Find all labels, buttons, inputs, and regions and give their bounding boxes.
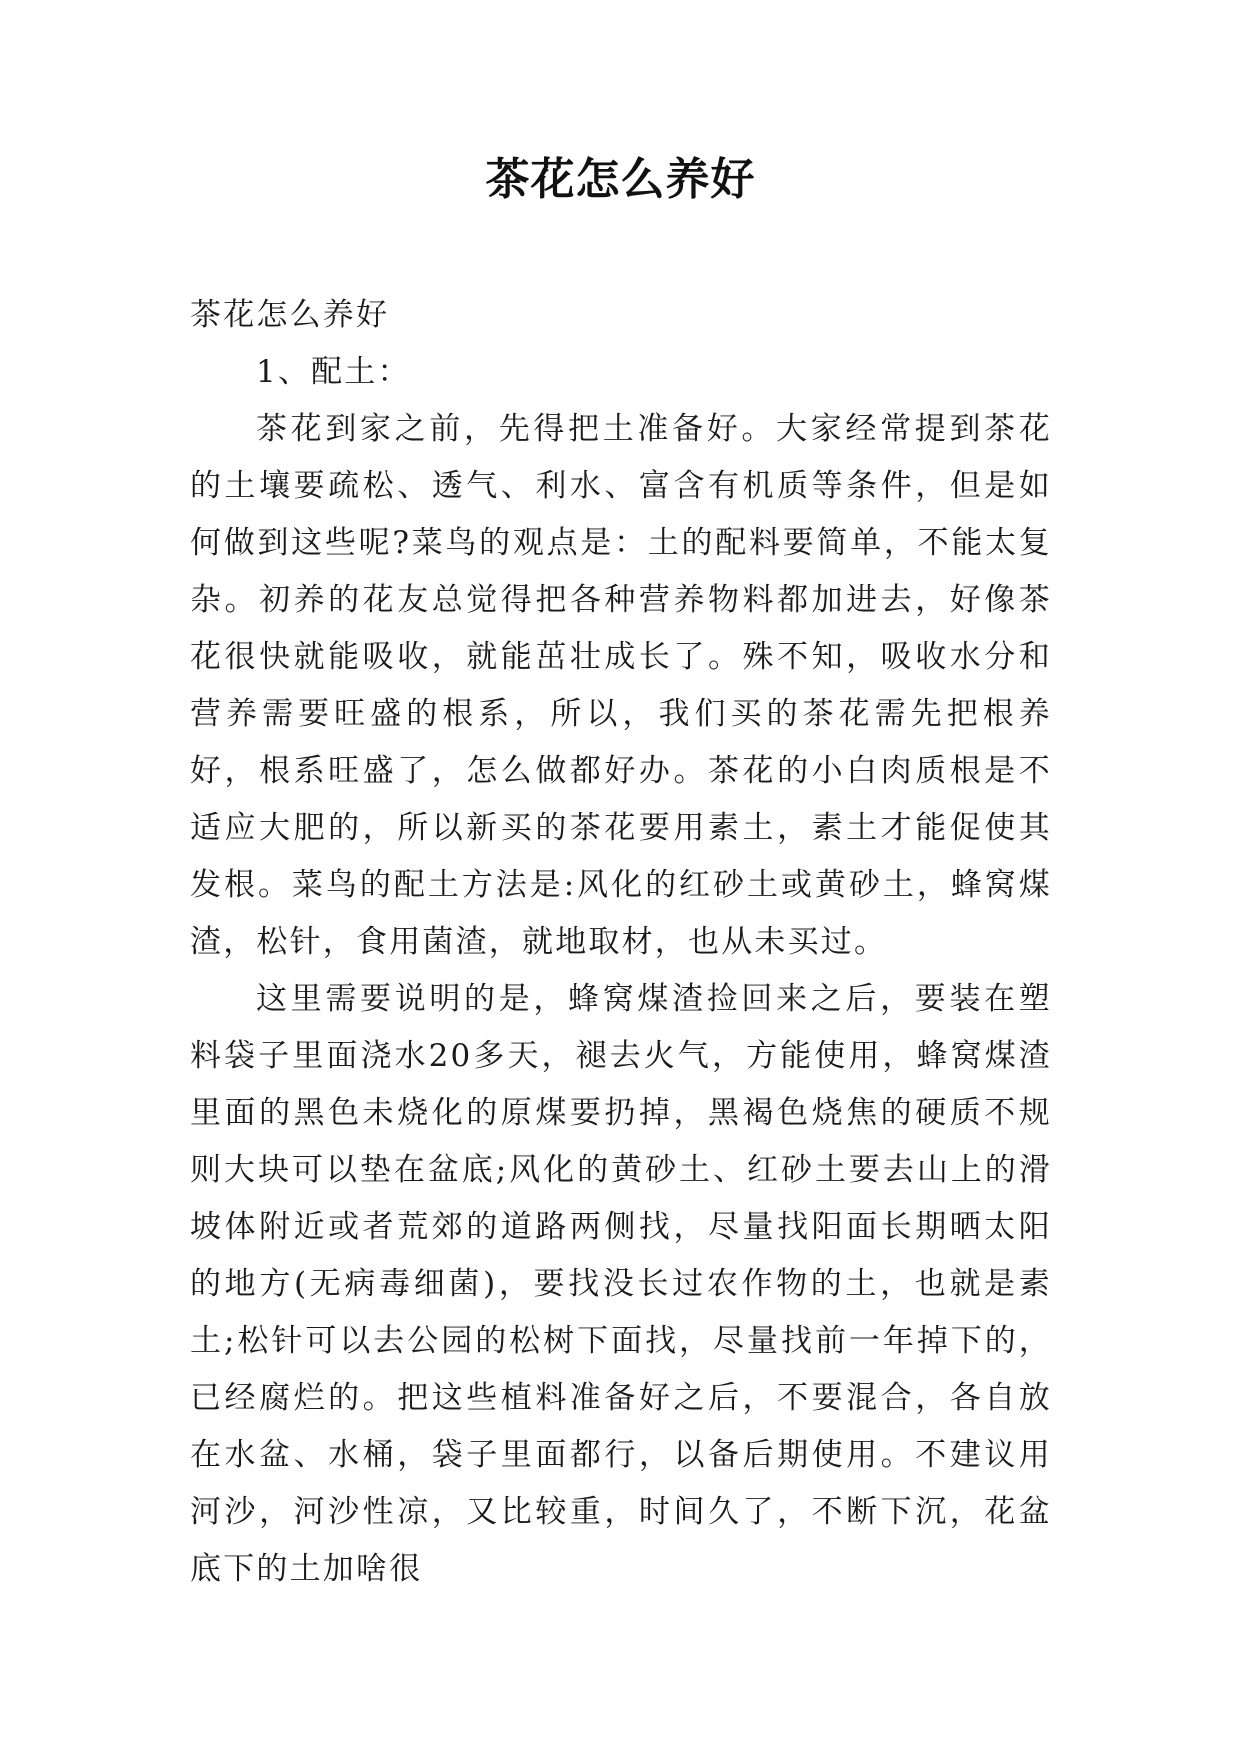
document-body: [190, 287, 1052, 1598]
body-subtitle: 茶花怎么养好: [190, 297, 390, 333]
paragraph-2: 这里需要说明的是，蜂窝煤渣捡回来之后，要装在塑料袋子里面浇水20多天，褪去火气，方能使用，蜂窝煤渣里面的黑色未烧化的原煤要扔掉，黑褐色烧焦的硬质不规则大块可以垫在盆底;风化的黄砂土、红砂土要去山上的滑坡体附近或者荒郊的道路两侧找，尽量找阳面长期晒太阳的地方(无病毒细菌)，要找没长过农作物的土，也就是素土;松针可以去公园的松树下面找，尽量找前一年掉下的，已经腐烂的。把这些植料准备好之后，不要混合，各自放在水盆、水桶，袋子里面都行，以备后期使用。不建议用河沙，河沙性凉，又比较重，时间久了，不断下沉，花盆底下的土加啥很: [190, 981, 1052, 1587]
section-heading: 1、配土：: [256, 354, 411, 390]
paragraph-1: 茶花到家之前，先得把土准备好。大家经常提到茶花的土壤要疏松、透气、利水、富含有机质等条件，但是如何做到这些呢?菜鸟的观点是：土的配料要简单，不能太复杂。初养的花友总觉得把各种营养物料都加进去，好像茶花很快就能吸收，就能茁壮成长了。殊不知，吸收水分和营养需要旺盛的根系，所以，我们买的茶花需先把根养好，根系旺盛了，怎么做都好办。茶花的小白肉质根是不适应大肥的，所以新买的茶花要用素土，素土才能促使其发根。菜鸟的配土方法是:风化的红砂土或黄砂土，蜂窝煤渣，松针，食用菌渣，就地取材，也从未买过。: [190, 411, 1052, 960]
document-title: 茶花怎么养好: [485, 154, 756, 205]
